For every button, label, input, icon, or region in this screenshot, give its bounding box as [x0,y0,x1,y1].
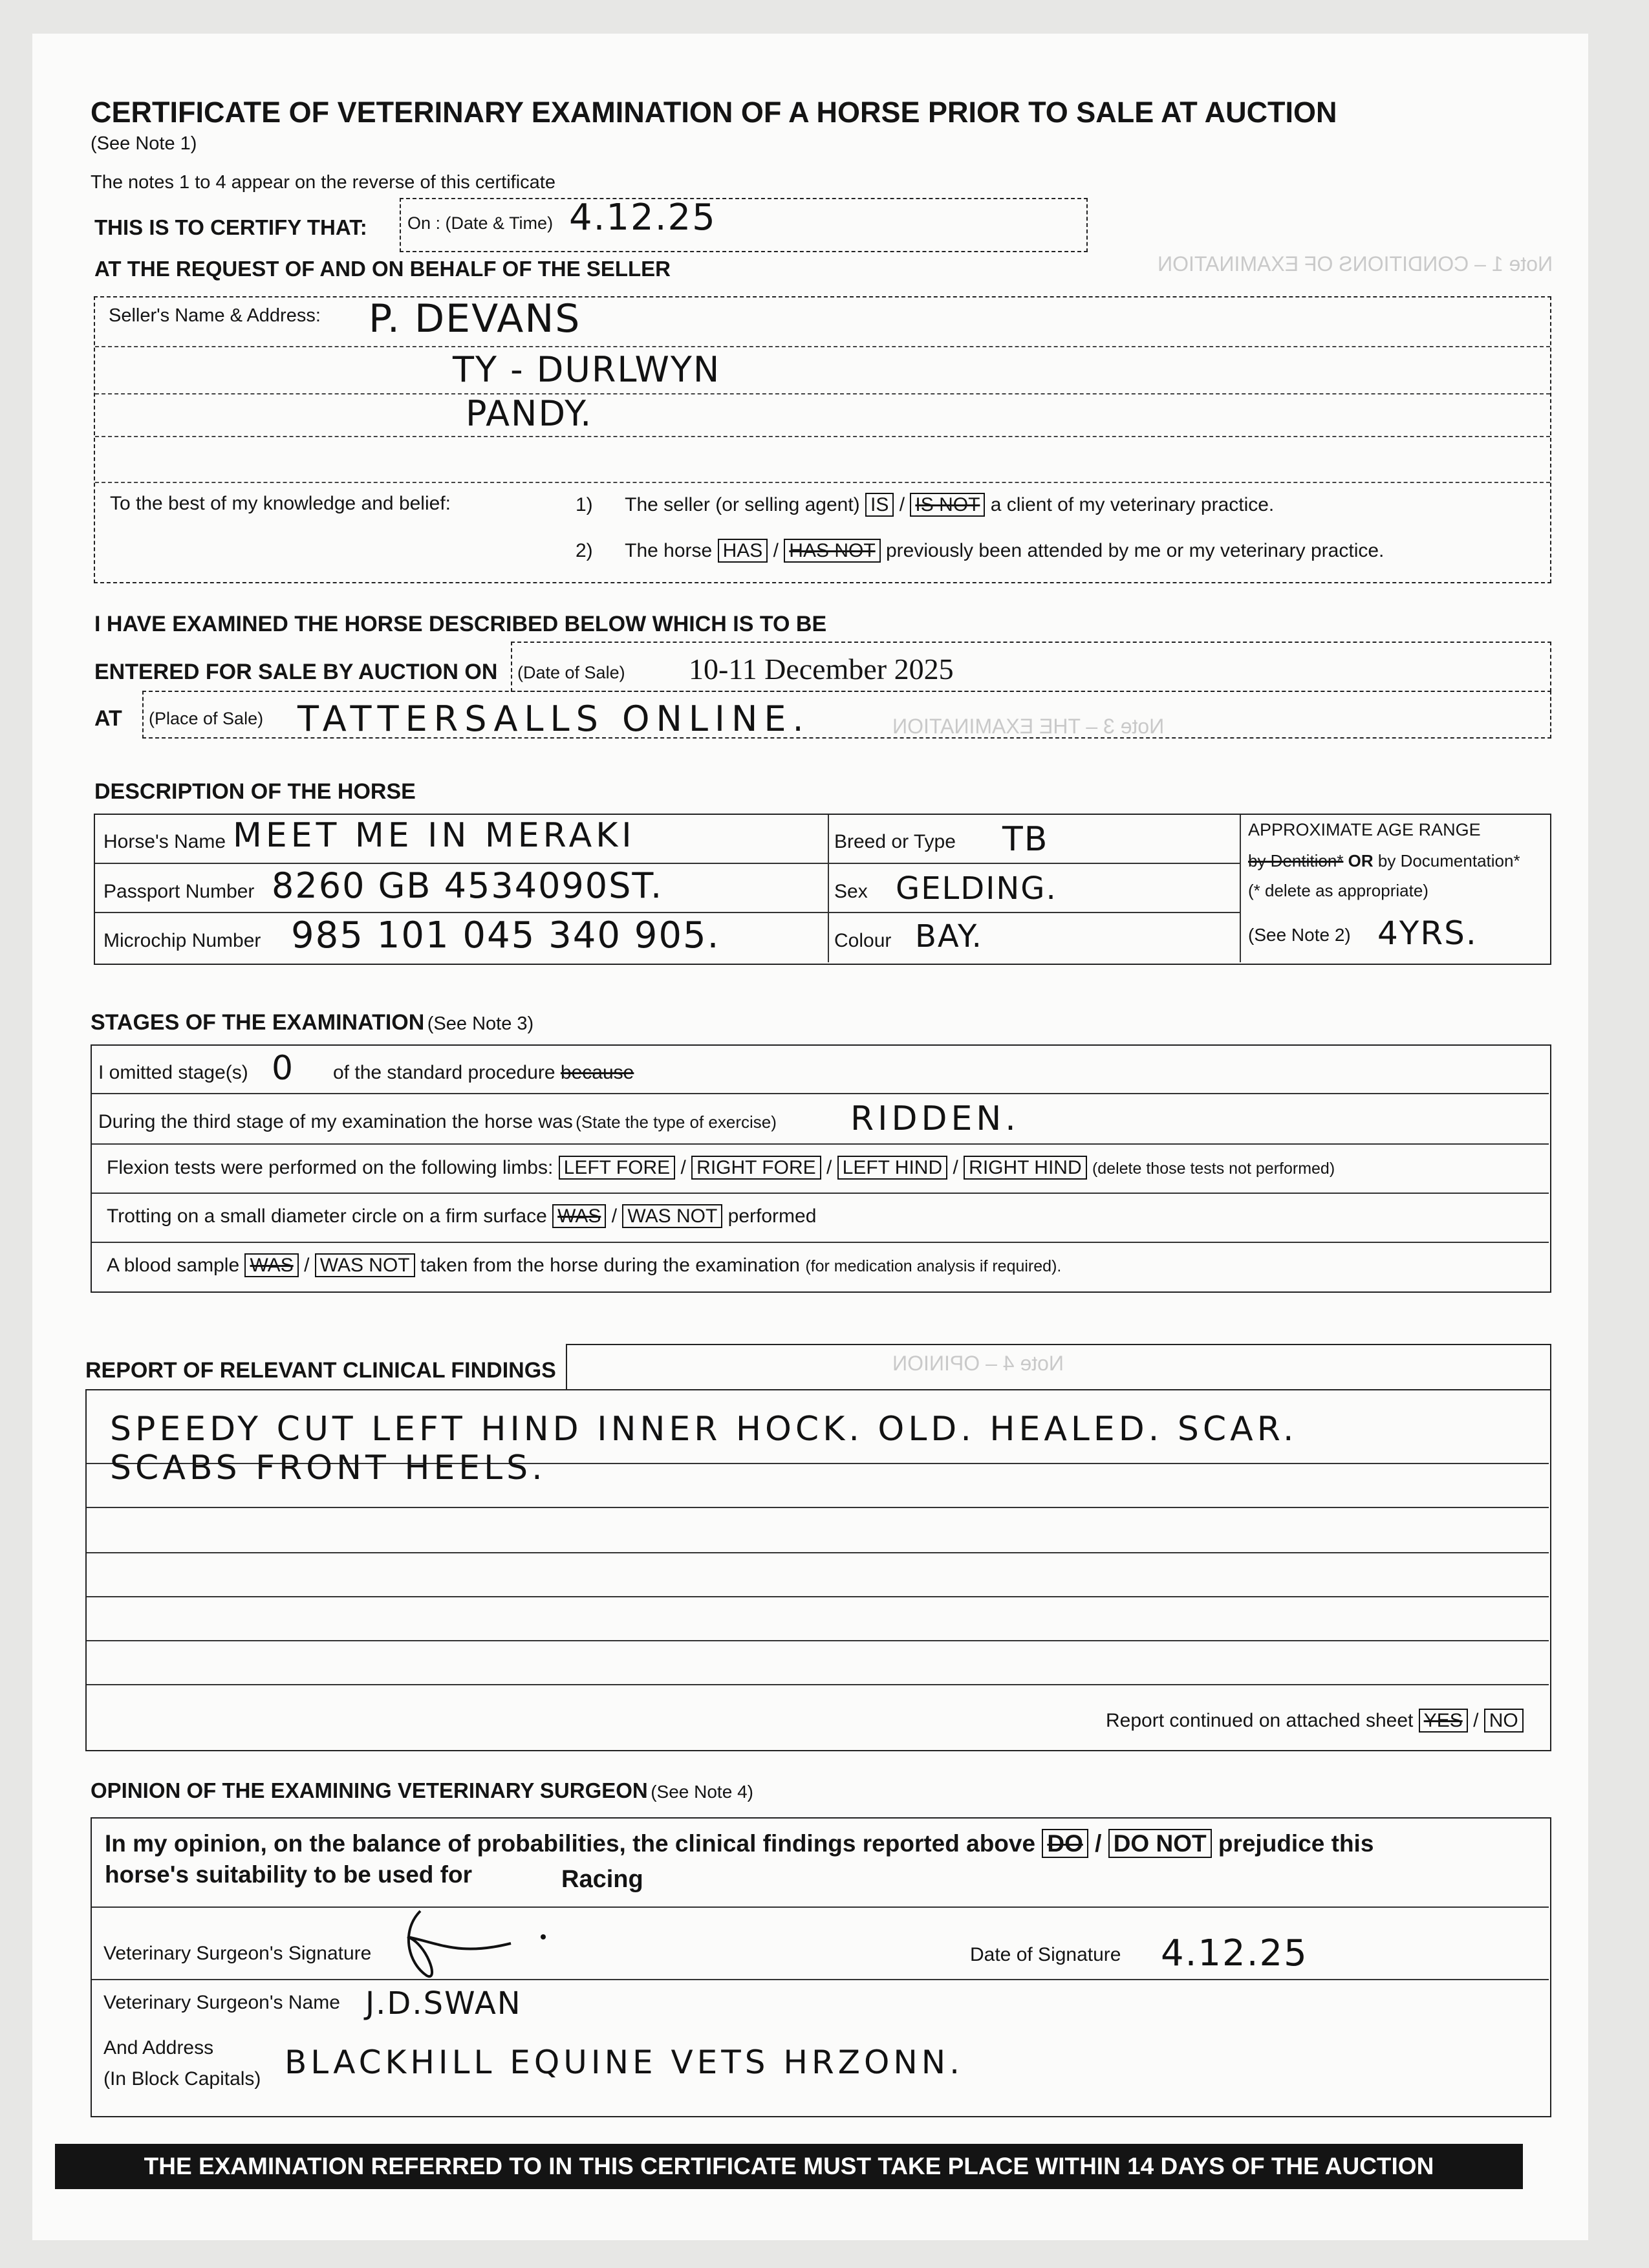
certificate-title: CERTIFICATE OF VETERINARY EXAMINATION OF A HORSE PRIOR TO SALE AT AUCTION [91,96,1337,129]
blood-note: (for medication analysis if required). [805,1257,1062,1275]
opinion-heading-text: OPINION OF THE EXAMINING VETERINARY SURGEON [91,1778,648,1802]
vet-name-label: Veterinary Surgeon's Name [103,1992,340,2013]
age-or: OR [1348,851,1374,870]
limb-left-fore[interactable]: LEFT FORE [559,1156,675,1180]
blood-was-deleted[interactable]: WAS [244,1253,298,1277]
vet-signature-graphic [382,1905,576,1995]
trotting-line [107,1205,816,1227]
report-heading-box [566,1344,1551,1390]
title-note: (See Note 1) [91,133,197,154]
omitted-post-text: of the standard procedure [333,1062,555,1083]
sale-date-box [511,642,1551,692]
continued-yes-deleted[interactable]: YES [1419,1709,1468,1733]
continued-no[interactable]: NO [1484,1709,1524,1733]
description-heading: DESCRIPTION OF THE HORSE [94,779,416,804]
age-by-dentition-deleted[interactable]: by Dentition* [1248,851,1344,870]
slash: / [826,1157,832,1178]
opinion-text-2: prejudice this [1218,1830,1374,1857]
sale-date-value[interactable]: 10-11 December 2025 [689,653,954,686]
because-deleted: because [560,1062,634,1083]
stages-heading [91,1010,534,1035]
limb-right-hind[interactable]: RIGHT HIND [964,1156,1086,1180]
blood-line [107,1255,1061,1277]
entered-label: ENTERED FOR SALE BY AUCTION ON [94,660,498,684]
age-by-documentation[interactable]: by Documentation* [1377,851,1520,870]
sex-label: Sex [834,881,868,902]
flexion-line [107,1157,1335,1179]
stages-heading-note: (See Note 3) [427,1013,534,1034]
third-stage-note: (State the type of exercise) [576,1112,777,1132]
request-line: AT THE REQUEST OF AND ON BEHALF OF THE SELLER [94,257,671,281]
opinion-heading-note: (See Note 4) [651,1782,753,1802]
breed-value[interactable]: TB [1002,820,1049,859]
notes-line: The notes 1 to 4 appear on the reverse of this certificate [91,172,555,193]
passport-label: Passport Number [103,881,255,902]
flexion-label: Flexion tests were performed on the following limbs: [107,1157,554,1178]
colour-label: Colour [834,930,892,951]
show-through-text: Note 1 – CONDITIONS OF EXAMINATION [1158,252,1553,275]
report-line-1[interactable]: SPEEDY CUT LEFT HIND INNER HOCK. OLD. HEALED. SCAR. [110,1410,1298,1449]
item-text: previously been attended by me or my veterinary practice. [886,540,1385,561]
vet-name-value[interactable]: J.D.SWAN [365,1985,522,2022]
examined-line: I HAVE EXAMINED THE HORSE DESCRIBED BELOW WHICH IS TO BE [94,612,827,636]
show-through-text: Note 4 – OPINION [892,1352,1064,1375]
horse-has-not-option-deleted[interactable]: HAS NOT [784,539,880,563]
opinion-text-line2: horse's suitability to be used for [105,1861,473,1888]
breed-label: Breed or Type [834,831,956,852]
third-stage-line [98,1111,777,1133]
trot-post: performed [727,1205,817,1227]
slash: / [611,1205,618,1227]
certify-date-value[interactable]: 4.12.25 [569,197,717,239]
item-text: The horse [625,540,713,561]
trotting-label: Trotting on a small diameter circle on a firm surface [107,1205,547,1227]
certify-label: THIS IS TO CERTIFY THAT: [94,215,367,239]
blood-post: taken from the horse during the examination [420,1255,800,1276]
opinion-do-not[interactable]: DO NOT [1108,1829,1212,1858]
horse-has-option[interactable]: HAS [718,539,768,563]
opinion-text-line1 [105,1830,1374,1857]
horse-name-value[interactable]: MEET ME IN MERAKI [233,816,636,855]
opinion-text-1: In my opinion, on the balance of probabilities, the clinical findings reported above [105,1830,1036,1857]
stages-heading-text: STAGES OF THE EXAMINATION [91,1010,425,1035]
address-label-note: (In Block Capitals) [103,2068,261,2090]
third-stage-value[interactable]: RIDDEN. [850,1099,1020,1138]
slash: / [680,1157,686,1178]
colour-value[interactable]: BAY. [915,918,983,955]
age-method [1248,851,1520,871]
signature-date-value[interactable]: 4.12.25 [1161,1932,1308,1974]
signature-label: Veterinary Surgeon's Signature [103,1943,372,1964]
seller-address-line2[interactable]: PANDY. [466,393,593,434]
microchip-value[interactable]: 985 101 045 340 905. [291,914,720,956]
report-continued-label: Report continued on attached sheet [1106,1710,1414,1731]
seller-address-line1[interactable]: TY - DURLWYN [453,349,721,390]
seller-name-value[interactable]: P. DEVANS [369,296,581,341]
item-number: 2) [576,540,593,561]
item-text: a client of my veterinary practice. [990,494,1275,515]
suitability-use-value[interactable]: Racing [561,1866,643,1893]
report-continued [1106,1710,1524,1732]
report-heading: REPORT OF RELEVANT CLINICAL FINDINGS [85,1358,556,1383]
slash: / [304,1255,310,1276]
knowledge-item-1 [576,494,1274,516]
sale-place-value[interactable]: TATTERSALLS ONLINE. [297,698,810,739]
trot-was-not[interactable]: WAS NOT [622,1204,722,1228]
seller-label: Seller's Name & Address: [109,305,321,326]
omitted-label: I omitted stage(s) [98,1062,248,1083]
trot-was-deleted[interactable]: WAS [552,1204,606,1228]
opinion-do-deleted[interactable]: DO [1042,1829,1088,1858]
report-line-2[interactable]: SCABS FRONT HEELS. [110,1449,546,1487]
limb-right-fore[interactable]: RIGHT FORE [691,1156,821,1180]
sale-place-label: (Place of Sale) [149,709,264,728]
passport-value[interactable]: 8260 GB 4534090ST. [272,865,663,906]
blood-label: A blood sample [107,1255,240,1276]
age-delete-note: (* delete as appropriate) [1248,881,1428,900]
seller-is-not-option-deleted[interactable]: IS NOT [910,493,985,517]
age-heading: APPROXIMATE AGE RANGE [1248,820,1481,839]
sex-value[interactable]: GELDING. [896,870,1057,907]
flexion-note: (delete those tests not performed) [1092,1160,1335,1178]
knowledge-label: To the best of my knowledge and belief: [110,493,451,514]
seller-is-option[interactable]: IS [865,493,894,517]
show-through-text: Note 3 – THE EXAMINATION [892,715,1165,738]
sale-date-label: (Date of Sale) [517,663,625,682]
at-label: AT [94,706,122,731]
omitted-value[interactable]: 0 [272,1049,295,1088]
footer-banner: THE EXAMINATION REFERRED TO IN THIS CERTIFICATE MUST TAKE PLACE WITHIN 14 DAYS OF THE AUCTION [55,2144,1523,2189]
slash: / [773,540,779,561]
slash: / [1473,1710,1479,1731]
microchip-label: Microchip Number [103,930,261,951]
item-number: 1) [576,494,593,515]
address-label: And Address [103,2037,214,2058]
knowledge-item-2 [576,540,1384,562]
certify-date-label: On : (Date & Time) [407,213,554,233]
slash: / [899,494,905,515]
signature-date-label: Date of Signature [970,1944,1121,1965]
opinion-heading [91,1778,753,1803]
blood-was-not[interactable]: WAS NOT [315,1253,415,1277]
age-see-note: (See Note 2) [1248,925,1351,945]
limb-left-hind[interactable]: LEFT HIND [837,1156,947,1180]
horse-name-label: Horse's Name [103,831,226,852]
vet-address-value[interactable]: BLACKHILL EQUINE VETS HRZONN. [285,2044,964,2081]
slash: / [1095,1830,1102,1857]
omitted-post [333,1062,634,1084]
slash: / [953,1157,958,1178]
age-value[interactable]: 4YRS. [1377,914,1478,952]
item-text: The seller (or selling agent) [625,494,860,515]
third-stage-label: During the third stage of my examination the horse was [98,1111,573,1132]
